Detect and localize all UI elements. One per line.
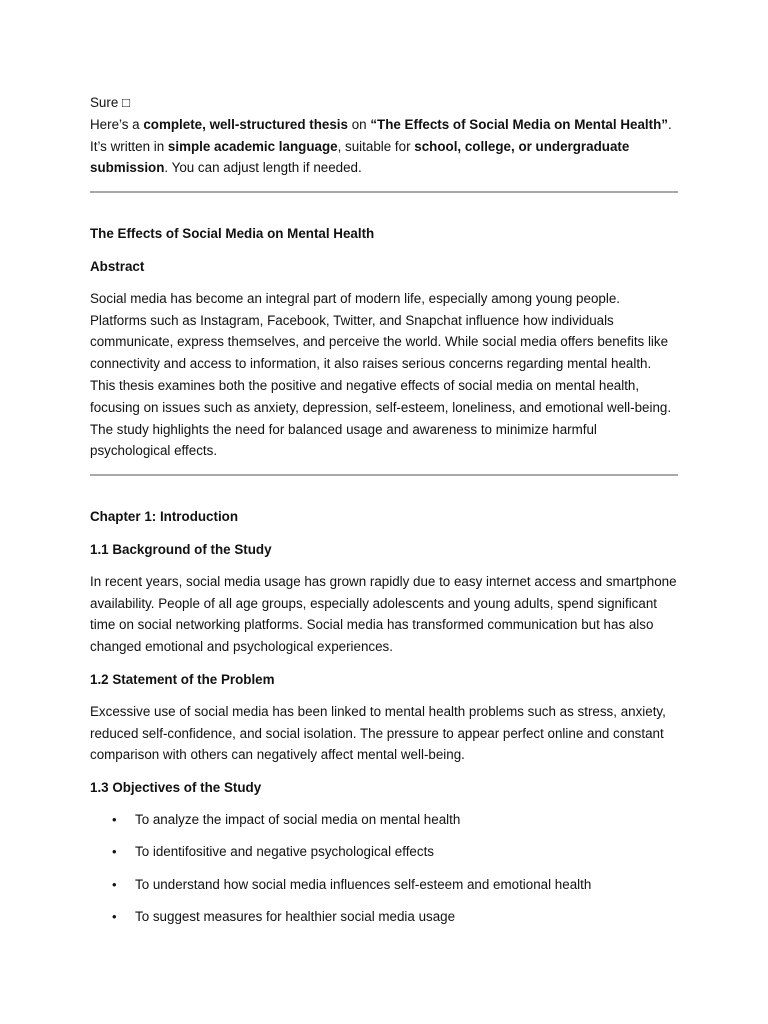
objective-text: To suggest measures for healthier social media usage bbox=[135, 909, 456, 925]
objectives-list bbox=[90, 809, 678, 939]
background-text: In recent years, social media usage has grown rapidly due to easy internet access and smartphone availability. People of all age groups, especially adolescents and young adults, spend significant time on social networking platforms. Social media has transformed communication but has also changed emotional and psychological experiences. bbox=[90, 573, 677, 655]
objective-text: To analyze the impact of social media on mental health bbox=[135, 811, 461, 827]
list-item bbox=[90, 874, 678, 906]
section-heading-background: 1.1 Background of the Study bbox=[90, 541, 272, 557]
problem-text: Excessive use of social media has been linked to mental health problems such as stress, anxiety, reduced self-confidence, and social isolation. The pressure to appear perfect online and constant comparison with others can negatively affect mental well-being. bbox=[90, 703, 666, 763]
intro-text: Here’s a bbox=[90, 116, 144, 132]
list-item bbox=[90, 809, 678, 841]
intro-bold-audience: school, college, or undergraduate submission bbox=[90, 138, 630, 176]
intro-text: It’s written in bbox=[90, 138, 168, 154]
section-heading-problem: 1.2 Statement of the Problem bbox=[90, 671, 275, 687]
section-heading-objectives: 1.3 Objectives of the Study bbox=[90, 780, 262, 796]
intro-sure bbox=[90, 92, 678, 114]
sure-text: Sure □ bbox=[90, 95, 131, 110]
objective-text: To understand how social media influences self-esteem and emotional health bbox=[135, 876, 592, 892]
bullet-icon: • bbox=[112, 876, 117, 892]
objective-text: To identifositive and negative psychological effects bbox=[135, 844, 434, 860]
intro-bold-language: simple academic language bbox=[167, 138, 338, 154]
abstract-text: Social media has become an integral part of modern life, especially among young people. Platforms such as Instagram, Facebook, Twitter, and Snapchat influence how individuals communicate, express themselves, and perceive the world. While social media offers benefits like connectivity and access to information, it also raises serious concerns regarding mental health. This thesis examines both the positive and negative effects of social media on mental health, focusing on issues such as anxiety, depression, self-esteem, loneliness, and emotional well-being. The study highlights the need for balanced usage and awareness to minimize harmful psychological effects. bbox=[90, 290, 672, 459]
list-item bbox=[90, 841, 678, 873]
list-item bbox=[90, 906, 678, 938]
intro-bold-thesis: complete, well-structured thesis bbox=[143, 116, 348, 132]
intro-block bbox=[90, 92, 678, 179]
intro-text: . bbox=[667, 116, 672, 132]
abstract-heading: Abstract bbox=[90, 258, 145, 274]
intro-text: . You can adjust length if needed. bbox=[164, 160, 362, 176]
intro-line bbox=[90, 136, 678, 180]
chapter-heading: Chapter 1: Introduction bbox=[90, 509, 239, 525]
divider bbox=[90, 191, 678, 193]
intro-text: , suitable for bbox=[337, 138, 415, 154]
intro-line bbox=[90, 114, 678, 136]
intro-bold-title: “The Effects of Social Media on Mental Health” bbox=[370, 116, 668, 132]
document-title: The Effects of Social Media on Mental Health bbox=[90, 226, 375, 242]
intro-text: on bbox=[347, 116, 371, 132]
bullet-icon: • bbox=[112, 909, 117, 925]
document-page bbox=[90, 92, 678, 938]
bullet-icon: • bbox=[112, 844, 117, 860]
bullet-icon: • bbox=[112, 811, 117, 827]
divider bbox=[90, 474, 678, 476]
